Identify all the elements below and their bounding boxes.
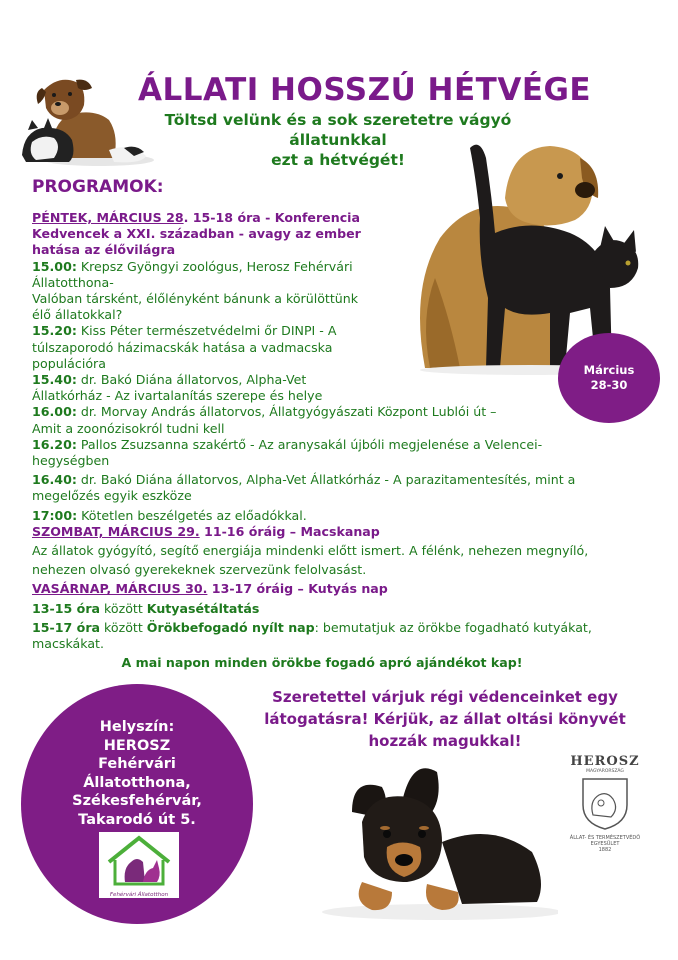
- welcome-line-2: látogatásra! Kérjük, az állat oltási könyvét: [264, 710, 626, 728]
- date-badge-month: Március: [583, 363, 635, 377]
- program-time: 15.40:: [32, 372, 77, 388]
- saturday-day: SZOMBAT, MÁRCIUS 29.: [32, 523, 200, 539]
- program-text: Pallos Zsuzsanna szakértő - Az aranysakál újbóli megjelenése a Velencei-: [76, 436, 543, 452]
- program-event: Kutyasétáltatás: [146, 600, 260, 616]
- location-text: [21, 718, 253, 829]
- program-text: dr. Bakó Diána állatorvos, Alpha-Vet: [76, 372, 307, 388]
- program-item: [32, 372, 632, 388]
- program-item: [32, 472, 632, 488]
- sunday-heading-rest: 13-17 óráig – Kutyás nap: [207, 581, 388, 597]
- shelter-logo-text: Fehérvári Állatotthon: [109, 892, 169, 898]
- program-text: megelőzés egyik eszköze: [32, 488, 192, 504]
- gift-notice: A mai napon minden örökbe fogadó apró ajándékot kap!: [121, 655, 523, 671]
- friday-day: PÉNTEK, MÁRCIUS 28: [32, 210, 184, 225]
- program-item: [32, 508, 632, 524]
- welcome-message: [245, 686, 645, 752]
- program-text: Amit a zoonózisokról tudni kell: [32, 420, 225, 436]
- program-event: Örökbefogadó nyílt nap: [146, 619, 315, 635]
- program-time: 15.20:: [32, 323, 77, 339]
- dog-cat-photo: [14, 70, 154, 170]
- program-text: túlszaporodó házimacskák hatása a vadmacska: [32, 339, 333, 355]
- program-time: 16.00:: [32, 404, 77, 420]
- welcome-line-3: hozzák magukkal!: [368, 732, 522, 750]
- program-text: között: [100, 600, 147, 616]
- program-text: Valóban társként, élőlényként bánunk a körülöttünk: [32, 291, 359, 307]
- puppy-photo: [292, 752, 558, 922]
- sunday-item-1: [32, 601, 632, 617]
- date-badge-days: 28-30: [590, 378, 628, 392]
- program-text: Állatotthona-: [32, 274, 114, 290]
- program-text: Kiss Péter természetvédelmi őr DINPI - A: [76, 323, 337, 339]
- herosz-year: 1882: [598, 847, 612, 853]
- program-time: 17:00:: [32, 507, 78, 523]
- program-time: 16.20:: [32, 436, 77, 452]
- programs-heading: PROGRAMOK:: [32, 177, 164, 197]
- location-line: Székesfehérvár,: [72, 793, 202, 809]
- program-text: dr. Morvay András állatorvos, Állatgyógyászati Központ Lublói út –: [76, 404, 497, 420]
- program-time: 15.00:: [32, 258, 77, 274]
- program-text: : bemutatjuk az örökbe fogadható kutyákat,: [314, 619, 592, 635]
- friday-heading-rest: . 15-18 óra - Konferencia: [183, 210, 360, 225]
- shelter-logo: [99, 832, 179, 898]
- program-text: között: [100, 619, 147, 635]
- location-line: Takarodó út 5.: [78, 811, 196, 828]
- program-item: [32, 259, 387, 275]
- location-line: Állatotthona,: [83, 774, 191, 791]
- shield-icon: [565, 775, 645, 831]
- date-badge: [558, 333, 660, 423]
- subtitle-line-2: ezt a hétvégét!: [271, 151, 405, 169]
- program-item: [32, 404, 632, 420]
- program-text: macskákat.: [32, 636, 104, 652]
- saturday-heading-rest: 11-16 óráig – Macskanap: [199, 523, 380, 539]
- location-line: HEROSZ: [103, 737, 171, 754]
- page-title: ÁLLATI HOSSZÚ HÉTVÉGE: [138, 72, 592, 108]
- program-time: 13-15 óra: [32, 600, 101, 616]
- program-text: populációra: [32, 355, 106, 371]
- program-text: élő állatokkal?: [32, 307, 123, 323]
- sunday-item-2: [32, 620, 632, 636]
- program-item: [32, 437, 632, 453]
- herosz-sub-2: EGYESÜLET: [590, 841, 620, 847]
- herosz-country: MAGYARORSZÁG: [586, 769, 624, 774]
- saturday-heading: [32, 524, 632, 540]
- herosz-logo: [565, 754, 645, 864]
- saturday-text-2: nehezen olvasó gyerekeknek szervezünk felolvasást.: [32, 562, 367, 578]
- location-label: Helyszín:: [99, 719, 175, 735]
- program-text: Állatkórház - Az ivartalanítás szerepe és helye: [32, 388, 323, 404]
- program-text: Kötetlen beszélgetés az előadókkal.: [77, 507, 307, 523]
- program-text: dr. Bakó Diána állatorvos, Alpha-Vet Állatkórház - A parazitamentesítés, mint a: [76, 472, 576, 488]
- sunday-heading: [32, 581, 632, 597]
- sunday-day: VASÁRNAP, MÁRCIUS 30.: [32, 581, 208, 597]
- program-item: [32, 323, 632, 339]
- friday-heading: [32, 210, 387, 226]
- program-text: Krepsz Gyöngyi zoológus, Herosz Fehérvári: [76, 258, 353, 274]
- friday-heading-line-3: hatása az élővilágra: [32, 242, 176, 258]
- saturday-text-1: Az állatok gyógyító, segítő energiája mindenki előtt ismert. A félénk, nehezen megnyíló,: [32, 543, 589, 559]
- location-line: Fehérvári: [98, 756, 176, 772]
- program-time: 16.40:: [32, 472, 77, 488]
- program-text: hegységben: [32, 453, 110, 469]
- subtitle-line-1: Töltsd velünk és a sok szeretetre vágyó állatunkkal: [164, 111, 512, 149]
- house-icon: [99, 832, 179, 888]
- welcome-line-1: Szeretettel várjuk régi védenceinket egy: [272, 688, 618, 706]
- program-list: [32, 210, 632, 671]
- program-time: 15-17 óra: [32, 619, 101, 635]
- herosz-name: HEROSZ: [570, 754, 640, 769]
- friday-heading-line-2: Kedvencek a XXI. században - avagy az ember: [32, 226, 361, 242]
- herosz-sub-1: ÁLLAT- ÉS TERMÉSZETVÉDŐ: [569, 835, 641, 841]
